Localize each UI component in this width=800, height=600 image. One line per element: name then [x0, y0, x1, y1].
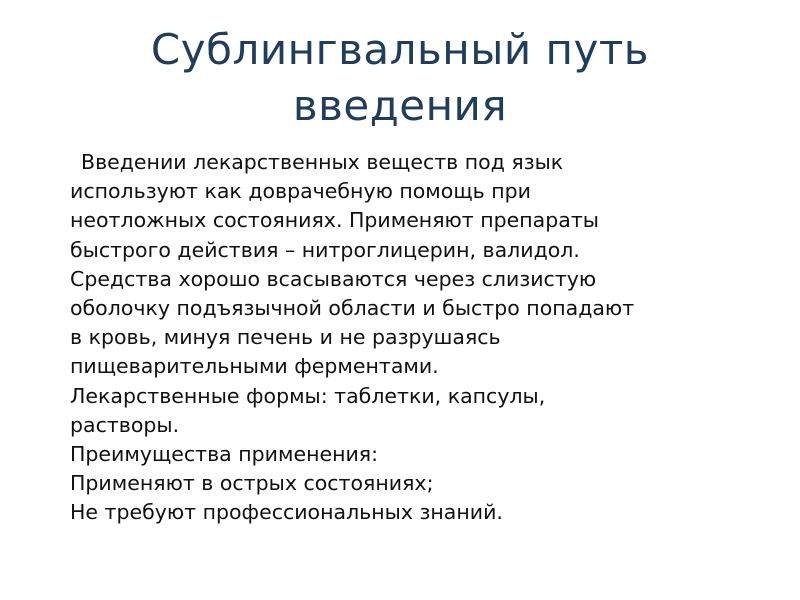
body-line: быстрого действия – нитроглицерин, валидол.	[70, 237, 580, 262]
title-line: Сублингвальный путь	[150, 25, 650, 74]
body-line: используют как доврачебную помощь при	[70, 179, 531, 204]
body-line: Преимущества применения:	[70, 442, 379, 467]
title-line: введения	[292, 81, 508, 130]
slide-body	[70, 148, 770, 528]
body-line: неотложных состояниях. Применяют препараты	[70, 208, 599, 233]
body-line: растворы.	[70, 412, 180, 437]
body-line: пищеварительными ферментами.	[70, 354, 439, 379]
body-line: Не требуют профессиональных знаний.	[70, 500, 503, 525]
body-line: в кровь, минуя печень и не разрушаясь	[70, 325, 501, 350]
body-line: Средства хорошо всасываются через слизистую	[70, 266, 597, 291]
body-line: оболочку подъязычной области и быстро попадают	[70, 296, 635, 321]
body-line: Лекарственные формы: таблетки, капсулы,	[70, 383, 546, 408]
body-line: Применяют в острых состояниях;	[70, 471, 434, 496]
body-line: Введении лекарственных веществ под язык	[81, 150, 564, 174]
slide-title	[40, 22, 760, 134]
